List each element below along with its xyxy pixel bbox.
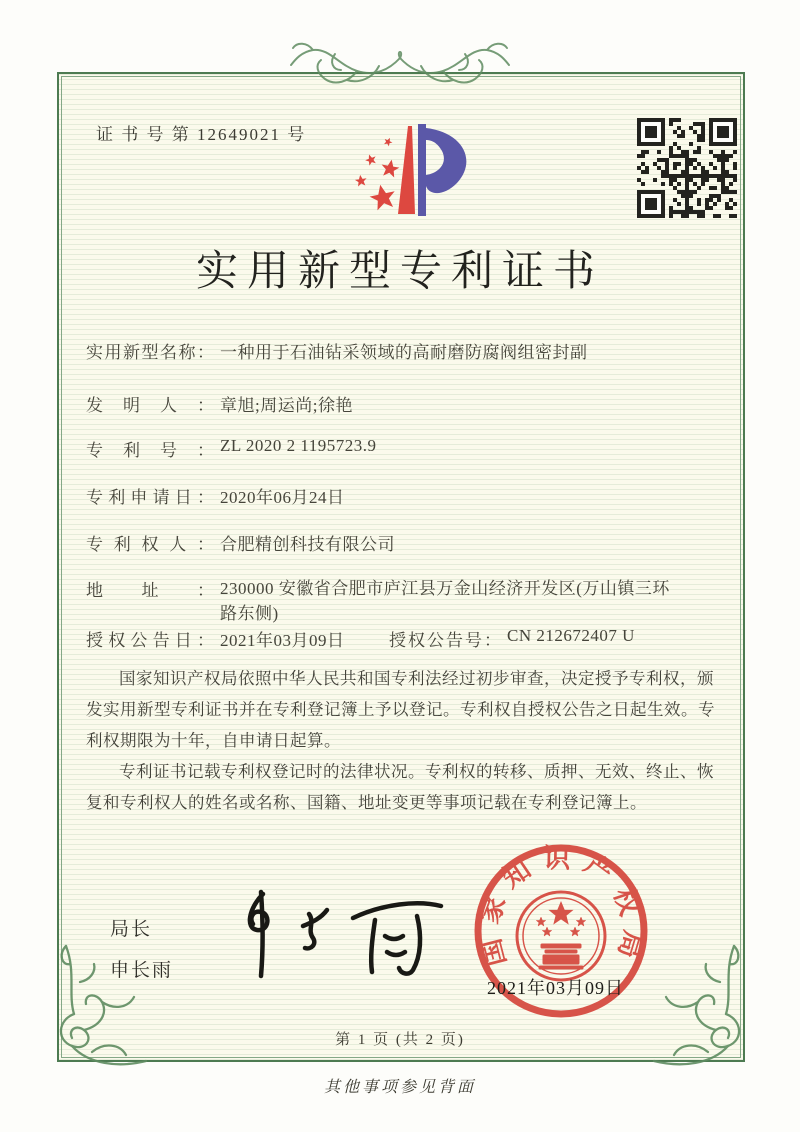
director-signature-icon [225, 880, 460, 990]
field-label: 专利权人： [86, 535, 214, 554]
field-value: 一种用于石油钻采领域的高耐磨防腐阀组密封副 [220, 343, 588, 362]
field-label: 地址： [86, 581, 214, 600]
field-value: ZL 2020 2 1195723.9 [220, 436, 377, 455]
certificate-title: 实用新型专利证书 [195, 249, 604, 295]
field-value: 2021年03月09日 [220, 631, 345, 650]
field-label: 发明人： [86, 396, 214, 415]
seal-text: 国家知识产权局 [472, 843, 649, 973]
field-row-patentee [86, 530, 395, 555]
field-label: 专利申请日： [86, 488, 214, 507]
seal-date: 2021年03月09日 [487, 978, 624, 998]
field-label: 专利号： [86, 441, 214, 460]
vine-ornament-top-icon [289, 40, 511, 94]
legal-text [86, 663, 720, 818]
field-label: 授权公告号： [389, 631, 501, 650]
back-side-note: 其他事项参见背面 [323, 1079, 476, 1096]
field-label: 授权公告日： [86, 631, 214, 650]
legal-paragraph-1: 国家知识产权局依照中华人民共和国专利法经过初步审查，决定授予专利权，颁发实用新型专利证书并在专利登记簿上予以登记。专利权自授权公告之日起生效。专利权期限为十年，自申请日起算。 [86, 669, 715, 750]
field-value: 2020年06月24日 [220, 488, 345, 507]
qr-code-icon [637, 118, 737, 218]
field-row-address [86, 576, 675, 626]
field-row-patent-number [86, 436, 377, 461]
field-value: CN 212672407 U [507, 626, 635, 645]
page-number: 第 1 页 (共 2 页) [335, 1032, 465, 1048]
field-row-inventors [86, 391, 353, 416]
field-label: 实用新型名称： [86, 343, 214, 362]
field-value: 章旭;周运尚;徐艳 [220, 396, 353, 415]
legal-paragraph-2: 专利证书记载专利权登记时的法律状况。专利权的转移、质押、无效、终止、恢复和专利权人的姓名或名称、国籍、地址变更等事项记载在专利登记簿上。 [86, 762, 714, 812]
field-value: 合肥精创科技有限公司 [220, 535, 395, 554]
vine-flourish-bottom-right-icon [642, 942, 754, 1070]
field-grant-number [389, 626, 635, 651]
cnipa-logo-icon [338, 112, 470, 240]
field-row-filing-date [86, 483, 345, 508]
director-title: 局长 [110, 919, 153, 940]
field-row-invention-name [86, 338, 588, 363]
director-name: 申长雨 [110, 960, 174, 981]
certificate-number: 证 书 号 第 12649021 号 [96, 125, 307, 144]
field-value: 230000 安徽省合肥市庐江县万金山经济开发区(万山镇三环路东侧) [220, 579, 670, 623]
field-row-grant [86, 626, 718, 651]
director-block [110, 914, 173, 996]
